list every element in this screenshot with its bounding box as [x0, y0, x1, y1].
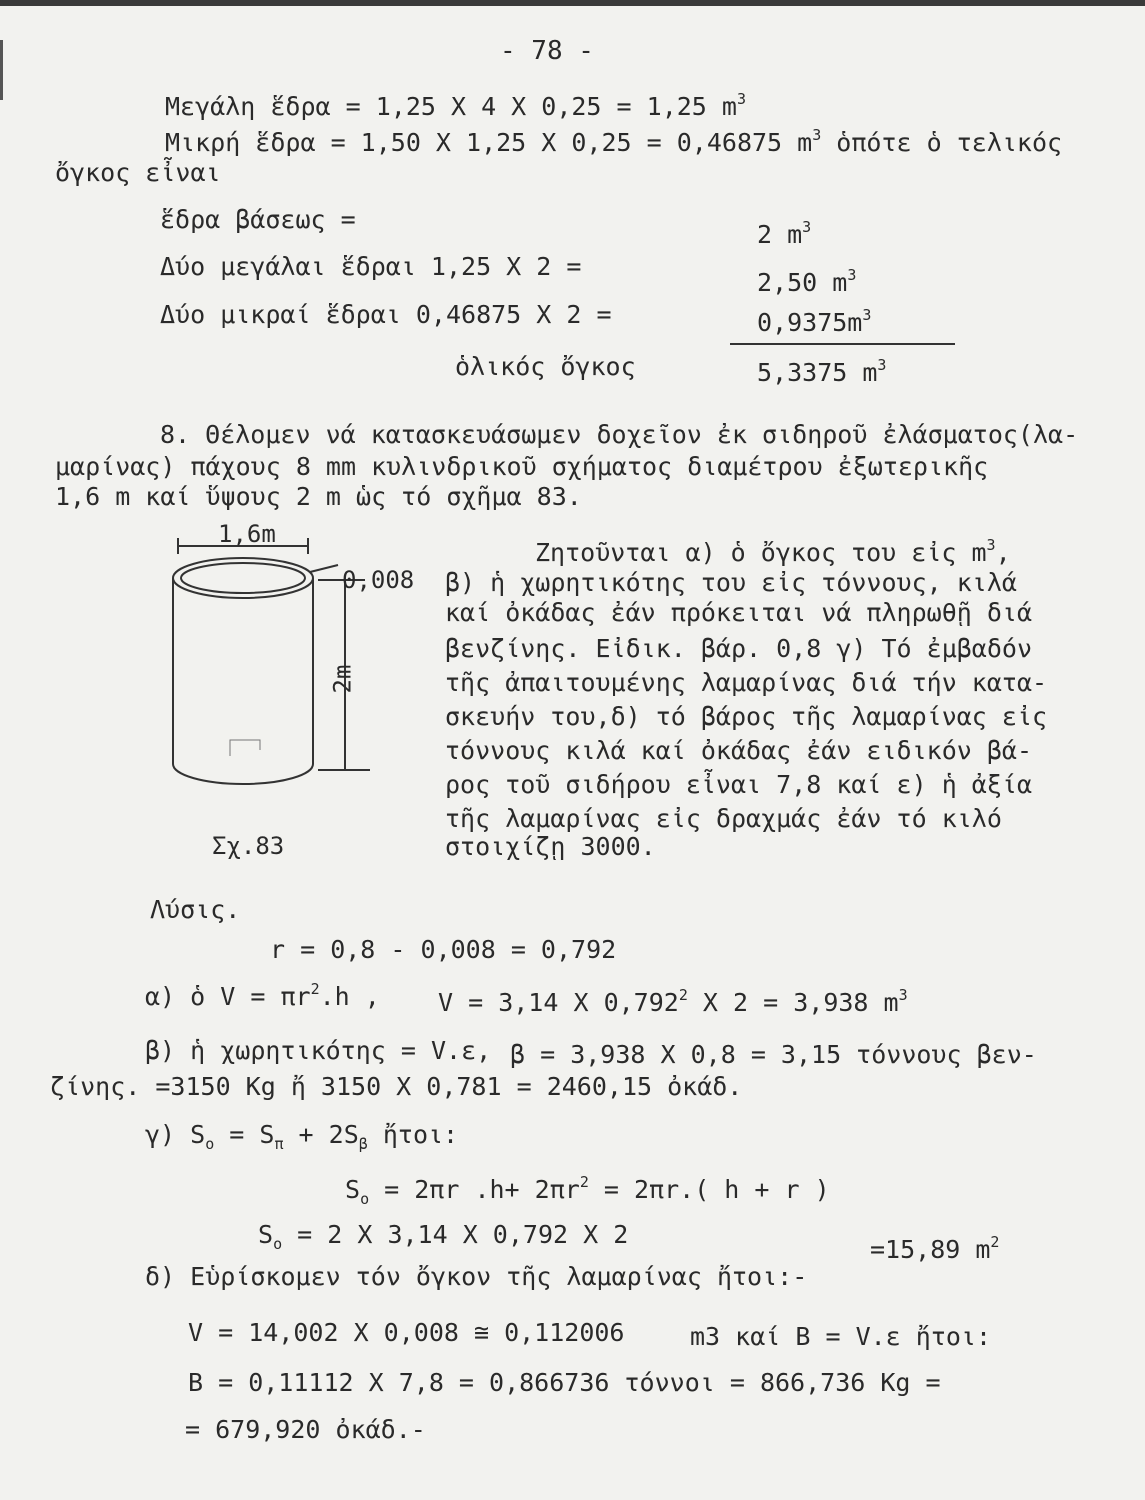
solution-b-value: β = 3,938 Χ 0,8 = 3,15 τόννους βεν- [510, 1040, 1037, 1069]
cylinder-top-inner [181, 563, 305, 593]
solution-d-weight: B = 0,11112 Χ 7,8 = 0,866736 τόννοι = 866,736 Kg = [188, 1368, 941, 1397]
solution-b-cont: ζίνης. =3150 Kg ἤ 3150 Χ 0,781 = 2460,15 ὀκάδ. [50, 1072, 743, 1101]
solution-c-expansion: $S_o = 2\pi r$ $.h+ 2\pi r^2 = 2\pi r$.( h + r ) [345, 1173, 830, 1208]
sum-rule [730, 343, 955, 345]
question-line-4: βενζίνης. Εἰδικ. βάρ. 0,8 γ) Τό ἐμβαδόν [445, 634, 1032, 663]
left-edge-mark [0, 40, 3, 100]
solution-a-value: V = 3,14 Χ 0,792$^2$ Χ 2 = 3,938 $m^3$ [438, 986, 908, 1017]
top-edge-rule [0, 0, 1145, 6]
problem-8-line-1: 8. Θέλομεν νά κατασκευάσωμεν δοχεῖον ἐκ σιδηροῦ ἐλάσματος(λα- [160, 420, 1079, 449]
figure-caption: Σχ.83 [212, 832, 285, 860]
two-small-faces-label: Δύο μικραί ἕδραι 0,46875 Χ 2 = [160, 300, 612, 329]
question-line-1: Ζητοῦνται α) ὁ ὄγκος του εἰς $m^3$, [535, 536, 1011, 567]
question-line-2: β) ἡ χωρητικότης του εἰς τόννους, κιλά [445, 568, 1017, 597]
solution-d-okades: = 679,920 ὀκάδ.- [185, 1415, 426, 1444]
line-small-face: Μικρή ἕδρα = 1,50 Χ 1,25 Χ 0,25 = 0,46875 $m^3$ ὁπότε ὁ τελικός [165, 126, 1063, 157]
problem-8-line-3: 1,6 m καί ὕψους 2 m ὡς τό σχῆμα 83. [55, 482, 582, 511]
problem-8-line-2: μαρίνας) πάχους 8 mm κυλινδρικοῦ σχήματος διαμέτρου ἐξωτερικῆς [55, 452, 989, 481]
diameter-label: 1,6m [218, 520, 276, 548]
question-line-5: τῆς ἀπαιτουμένης λαμαρίνας διά τήν κατα- [445, 668, 1048, 697]
question-line-10: στοιχίζῃ 3000. [445, 832, 656, 861]
solution-d-volume-cont: m3 καί B = V.ε ἤτοι: [690, 1322, 992, 1351]
thickness-label: 0,008 [342, 566, 415, 594]
base-face-value: 2 $m^3$ [757, 218, 812, 249]
total-volume-label: ὁλικός ὄγκος [455, 352, 636, 381]
solution-d-intro: δ) Εὑρίσκομεν τόν ὄγκον τῆς λαμαρίνας ἤτοι:- [145, 1262, 808, 1291]
question-line-6: σκευήν του,δ) τό βάρος τῆς λαμαρίνας εἰς [445, 702, 1048, 731]
solution-a-formula: α) ὁ $V = \pi r^2.h$ , [145, 980, 380, 1011]
question-line-7: τόννους κιλά καί ὀκάδας ἐάν ειδικόν βά- [445, 736, 1032, 765]
solution-c-numeric: $S_o = 2$ Χ 3,14 Χ 0,792 Χ 2 [258, 1220, 629, 1253]
solution-c-formula: γ) $S_o = S_\pi + 2S_\beta$ ἤτοι: [145, 1120, 459, 1153]
base-face-label: ἕδρα βάσεως = [160, 205, 356, 234]
solution-b-label: β) ἡ χωρητικότης = V.ε, [145, 1036, 492, 1065]
total-volume-value: 5,3375 $m^3$ [757, 356, 887, 387]
question-line-3: καί ὀκάδας ἐάν πρόκειται νά πληρωθῇ διά [445, 598, 1032, 627]
height-label: 2m [328, 664, 357, 694]
question-line-8: ρος τοῦ σιδήρου εἶναι 7,8 καί ε) ἡ ἀξία [445, 770, 1032, 799]
two-large-faces-label: Δύο μεγάλαι ἕδραι 1,25 Χ 2 = [160, 252, 582, 281]
line-volume-is: ὄγκος εἶναι [55, 158, 221, 187]
solution-d-volume: V = 14,002 Χ 0,008 ≅ 0,112006 [188, 1318, 625, 1347]
two-small-faces-value: $0,9375m^3$ [757, 306, 872, 337]
cylinder-bottom-arc [173, 764, 313, 784]
solution-c-result: =15,89 $m^2$ [870, 1233, 1000, 1264]
cylinder-figure [160, 520, 375, 800]
solution-radius: r = 0,8 - 0,008 = 0,792 [270, 935, 617, 964]
solution-heading: Λύσις. [150, 895, 241, 924]
page-number: - 78 - [500, 36, 594, 66]
question-line-9: τῆς λαμαρίνας εἰς δραχμάς ἐάν τό κιλό [445, 804, 1002, 833]
two-large-faces-value: 2,50 $m^3$ [757, 266, 857, 297]
line-large-face: Μεγάλη ἕδρα = 1,25 Χ 4 Χ 0,25 = 1,25 $m^3$ [165, 90, 746, 121]
